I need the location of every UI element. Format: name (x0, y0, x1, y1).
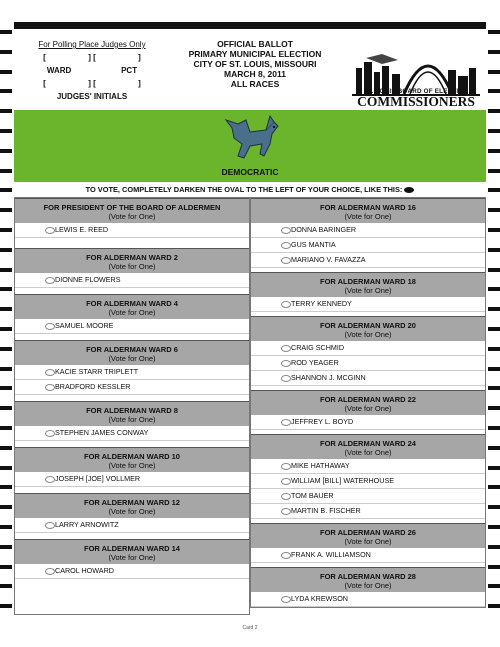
timing-mark (0, 248, 12, 252)
candidate-row[interactable] (251, 341, 485, 356)
candidate-row[interactable] (15, 426, 249, 441)
ward-label: WARD (46, 66, 72, 75)
timing-mark (0, 307, 12, 311)
timing-mark (488, 30, 500, 34)
candidate-row[interactable] (251, 504, 485, 519)
race-vote-instruction: (Vote for One) (108, 262, 156, 271)
timing-mark (0, 268, 12, 272)
timing-mark (488, 466, 500, 470)
candidate-name: STEPHEN JAMES CONWAY (55, 428, 149, 437)
candidate-row[interactable] (251, 238, 485, 253)
vote-oval-icon[interactable] (45, 227, 55, 234)
vote-oval-icon[interactable] (45, 430, 55, 437)
timing-mark (488, 386, 500, 390)
race-header (251, 198, 485, 223)
timing-mark (0, 584, 12, 588)
vote-oval-icon[interactable] (281, 493, 291, 500)
candidate-row[interactable] (251, 297, 485, 312)
race-vote-instruction: (Vote for One) (108, 461, 156, 470)
logo-text-bottom: COMMISSIONERS (357, 94, 475, 109)
timing-mark (488, 109, 500, 113)
candidate-row[interactable] (15, 319, 249, 334)
candidate-row[interactable] (15, 223, 249, 238)
race-vote-instruction: (Vote for One) (344, 537, 392, 546)
vote-oval-icon[interactable] (45, 323, 55, 330)
timing-mark (0, 565, 12, 569)
race-header (15, 248, 249, 273)
candidate-name: ROD YEAGER (291, 358, 339, 367)
race-header (251, 434, 485, 459)
timing-mark (0, 406, 12, 410)
timing-mark (0, 347, 12, 351)
timing-mark (0, 50, 12, 54)
race-title: FOR ALDERMAN WARD 8 (86, 406, 178, 415)
candidate-row[interactable] (15, 273, 249, 288)
candidate-name: WILLIAM [BILL] WATERHOUSE (291, 476, 395, 485)
candidate-row[interactable] (251, 459, 485, 474)
race-header (251, 523, 485, 548)
judges-initials-label: JUDGES' INITIALS (56, 92, 128, 101)
vote-oval-icon[interactable] (281, 552, 291, 559)
candidate-row[interactable] (251, 223, 485, 238)
timing-mark (0, 485, 12, 489)
timing-mark (488, 169, 500, 173)
race-vote-instruction: (Vote for One) (344, 404, 392, 413)
timing-mark (0, 525, 12, 529)
candidate-row[interactable] (251, 489, 485, 504)
candidate-name: DIONNE FLOWERS (55, 275, 121, 284)
race-header (251, 390, 485, 415)
vote-oval-icon[interactable] (281, 242, 291, 249)
race-title: FOR ALDERMAN WARD 14 (84, 544, 180, 553)
timing-mark (0, 208, 12, 212)
timing-mark (488, 307, 500, 311)
race-vote-instruction: (Vote for One) (108, 308, 156, 317)
timing-mark (488, 89, 500, 93)
vote-oval-icon[interactable] (45, 476, 55, 483)
timing-mark (0, 545, 12, 549)
judges-header: For Polling Place Judges Only (38, 40, 146, 49)
race-vote-instruction: (Vote for One) (344, 330, 392, 339)
race-title: FOR ALDERMAN WARD 26 (320, 528, 416, 537)
race-title: FOR ALDERMAN WARD 16 (320, 203, 416, 212)
timing-mark (0, 70, 12, 74)
timing-mark (488, 228, 500, 232)
timing-mark (488, 287, 500, 291)
race-header (15, 493, 249, 518)
race-title: FOR PRESIDENT OF THE BOARD OF ALDERMEN (43, 203, 221, 212)
party-name: DEMOCRATIC (221, 167, 279, 177)
timing-mark (488, 446, 500, 450)
candidate-row[interactable] (251, 592, 485, 607)
vote-oval-icon[interactable] (281, 257, 291, 264)
candidate-name: CRAIG SCHMID (291, 343, 345, 352)
donkey-icon (220, 112, 284, 164)
candidate-name: KACIE STARR TRIPLETT (55, 367, 139, 376)
race-title: FOR ALDERMAN WARD 28 (320, 572, 416, 581)
left-race-column (14, 197, 250, 615)
timing-mark (0, 287, 12, 291)
timing-mark (488, 188, 500, 192)
race-vote-instruction: (Vote for One) (344, 212, 392, 221)
timing-mark (488, 208, 500, 212)
race-header (15, 539, 249, 564)
logo-text-top: ST. LOUIS BOARD OF ELECTION (363, 88, 469, 95)
candidate-name: SHANNON J. MCGINN (291, 373, 366, 382)
race-header (15, 198, 249, 223)
timing-mark (0, 228, 12, 232)
candidate-row[interactable] (15, 518, 249, 533)
timing-mark (0, 367, 12, 371)
vote-oval-icon[interactable] (45, 369, 55, 376)
vote-oval-icon[interactable] (281, 301, 291, 308)
race-title: FOR ALDERMAN WARD 22 (320, 395, 416, 404)
race-vote-instruction: (Vote for One) (344, 448, 392, 457)
vote-oval-icon[interactable] (281, 508, 291, 515)
timing-mark (488, 565, 500, 569)
timing-mark (488, 604, 500, 608)
race-header (15, 447, 249, 472)
vote-oval-icon[interactable] (45, 522, 55, 529)
vote-oval-icon[interactable] (281, 463, 291, 470)
race-header (15, 340, 249, 365)
timing-mark (488, 70, 500, 74)
race-header (251, 272, 485, 297)
race-vote-instruction: (Vote for One) (344, 286, 392, 295)
race-vote-instruction: (Vote for One) (108, 354, 156, 363)
race-title: FOR ALDERMAN WARD 2 (86, 253, 178, 262)
candidate-name: MARIANO V. FAVAZZA (291, 255, 366, 264)
vote-oval-icon[interactable] (281, 375, 291, 382)
timing-mark (488, 485, 500, 489)
timing-mark (0, 446, 12, 450)
vote-oval-icon[interactable] (281, 360, 291, 367)
candidate-name: LEWIS E. REED (55, 225, 109, 234)
timing-mark (488, 149, 500, 153)
candidate-name: FRANK A. WILLIAMSON (291, 550, 371, 559)
timing-mark (488, 406, 500, 410)
right-timing-marks (488, 30, 500, 620)
race-vote-instruction: (Vote for One) (108, 507, 156, 516)
vote-oval-icon[interactable] (281, 596, 291, 603)
candidate-name: LYDA KREWSON (291, 594, 348, 603)
timing-mark (488, 426, 500, 430)
race-vote-instruction: (Vote for One) (344, 581, 392, 590)
race-title: FOR ALDERMAN WARD 12 (84, 498, 180, 507)
candidate-row[interactable] (15, 564, 249, 579)
timing-mark (488, 505, 500, 509)
vote-oval-icon[interactable] (281, 478, 291, 485)
vote-oval-icon[interactable] (45, 277, 55, 284)
timing-mark (0, 129, 12, 133)
candidate-row[interactable] (15, 380, 249, 395)
candidate-name: LARRY ARNOWITZ (55, 520, 119, 529)
timing-mark (0, 604, 12, 608)
vote-oval-icon[interactable] (281, 345, 291, 352)
timing-mark (0, 89, 12, 93)
timing-mark (488, 367, 500, 371)
judges-box: For Polling Place Judges Only [ ] [ ] WARD PCT [ ] [ ] JUDGES' INITIALS (22, 38, 162, 103)
pct-label: PCT (121, 66, 138, 75)
candidate-name: DONNA BARINGER (291, 225, 357, 234)
candidate-row[interactable] (251, 474, 485, 489)
candidate-row[interactable] (15, 472, 249, 487)
vote-oval-icon[interactable] (45, 568, 55, 575)
timing-mark (488, 525, 500, 529)
race-vote-instruction: (Vote for One) (108, 553, 156, 562)
timing-mark (0, 466, 12, 470)
filled-oval-example-icon (404, 187, 414, 193)
race-vote-instruction: (Vote for One) (108, 212, 156, 221)
candidate-row[interactable] (15, 365, 249, 380)
timing-mark (488, 129, 500, 133)
candidate-row[interactable] (251, 548, 485, 563)
race-title: FOR ALDERMAN WARD 24 (320, 439, 416, 448)
race-header (251, 567, 485, 592)
race-title: FOR ALDERMAN WARD 18 (320, 277, 416, 286)
vote-oval-icon[interactable] (45, 384, 55, 391)
race-title: FOR ALDERMAN WARD 10 (84, 452, 180, 461)
timing-mark (0, 386, 12, 390)
vote-oval-icon[interactable] (281, 227, 291, 234)
candidate-row[interactable] (251, 356, 485, 371)
candidate-name: GUS MANTIA (291, 240, 336, 249)
vote-oval-icon[interactable] (281, 419, 291, 426)
timing-mark (0, 149, 12, 153)
voting-instructions: TO VOTE, COMPLETELY DARKEN THE OVAL TO THE LEFT OF YOUR CHOICE, LIKE THIS: (14, 185, 486, 194)
timing-mark (0, 109, 12, 113)
candidate-name: SAMUEL MOORE (55, 321, 114, 330)
candidate-name: TERRY KENNEDY (291, 299, 352, 308)
left-timing-marks (0, 30, 12, 620)
candidate-row[interactable] (251, 415, 485, 430)
top-timing-bar (14, 22, 486, 29)
candidate-name: CAROL HOWARD (55, 566, 114, 575)
candidate-name: BRADFORD KESSLER (55, 382, 131, 391)
timing-mark (488, 327, 500, 331)
timing-mark (0, 327, 12, 331)
ballot-title: OFFICIAL BALLOT PRIMARY MUNICIPAL ELECTION CITY OF ST. LOUIS, MISSOURI MARCH 8, 2011 ALL RACES (188, 39, 322, 89)
candidate-name: MIKE HATHAWAY (291, 461, 350, 470)
candidate-name: JOSEPH [JOE] VOLLMER (55, 474, 141, 483)
timing-mark (488, 248, 500, 252)
timing-mark (0, 188, 12, 192)
race-title: FOR ALDERMAN WARD 6 (86, 345, 178, 354)
timing-mark (488, 545, 500, 549)
race-header (251, 316, 485, 341)
race-header (15, 401, 249, 426)
candidate-row[interactable] (251, 253, 485, 268)
candidate-name: MARTIN B. FISCHER (291, 506, 361, 515)
timing-mark (0, 169, 12, 173)
race-title: FOR ALDERMAN WARD 4 (86, 299, 178, 308)
card-number: Card 2 (242, 625, 258, 631)
race-vote-instruction: (Vote for One) (108, 415, 156, 424)
candidate-name: JEFFREY L. BOYD (291, 417, 354, 426)
timing-mark (0, 426, 12, 430)
timing-mark (488, 584, 500, 588)
timing-mark (488, 50, 500, 54)
timing-mark (0, 30, 12, 34)
candidate-row[interactable] (251, 371, 485, 386)
right-race-column (250, 197, 486, 608)
candidate-name: TOM BAUER (291, 491, 334, 500)
timing-mark (488, 268, 500, 272)
timing-mark (0, 505, 12, 509)
timing-mark (488, 347, 500, 351)
race-header (15, 294, 249, 319)
race-title: FOR ALDERMAN WARD 20 (320, 321, 416, 330)
